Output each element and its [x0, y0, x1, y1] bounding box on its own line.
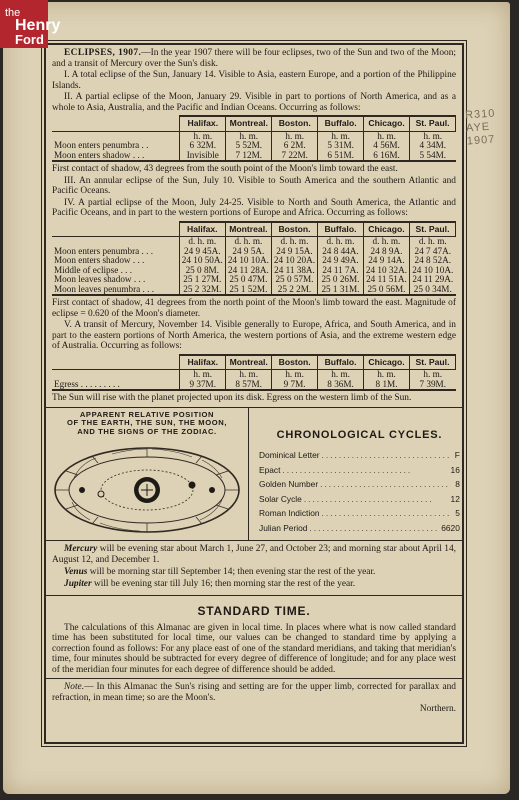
mercury-note: Mercury will be evening star about March 1, June 27, and October 23; and morning star about April 14, August 12, and December 1.	[52, 543, 456, 565]
standard-time-title: STANDARD TIME.	[197, 604, 311, 619]
first-contact-note-january: First contact of shadow, 43 degrees from the south point of the Moon's limb toward the east.	[52, 164, 398, 174]
henry-ford-logo[interactable]	[0, 0, 61, 48]
table-header-cell: Montreal.	[226, 355, 272, 370]
zodiac-diagram	[52, 438, 242, 534]
table-row: h. m. h. m. h. m. h. m. h. m. h. m.	[52, 131, 456, 141]
list-item: Julian Period .............................. 6620	[259, 522, 460, 533]
table-header-cell: St. Paul.	[410, 116, 456, 131]
list-item: Epact .............................. 16	[259, 464, 460, 475]
standard-time-body: The calculations of this Almanac are given in local time. In places where what is now called standard time has been substituted for local time, our values can be changed to standard time by applying a correction found as follows: For any place east of one of the standard meridians, and taking that meridian's time, four minutes should be subtracted for every degree of difference of longitude; and for any place west of the meridian four minutes for each degree of difference should be added.	[52, 622, 456, 675]
chronological-cycles-panel	[249, 408, 470, 540]
eclipse-item-5: V. A transit of Mercury, November 14. Visible generally to Europe, Africa, and South America, and in part to the eastern portions of North America, the western portions of Asia, and the extreme western edge of Australia. Occurring as follows:	[52, 320, 456, 351]
divider	[46, 678, 462, 679]
table-header-cell: Boston.	[272, 355, 318, 370]
table-header-cell: Montreal.	[225, 222, 271, 237]
zodiac-panel	[46, 408, 249, 540]
table-row: h. m. h. m. h. m. h. m. h. m. h. m.	[52, 370, 456, 380]
logo-line-1: the	[5, 7, 21, 19]
list-item: Solar Cycle .............................. 12	[259, 493, 460, 504]
table-row: Middle of eclipse . . . 25 0 8M. 24 11 28A. 24 11 38A. 24 11 7A. 24 10 32A. 24 10 10A.	[52, 266, 456, 276]
pencil-line-3: 1907	[466, 133, 496, 148]
logo-line-2: Henry	[15, 17, 61, 34]
pencil-line-2: AYE	[465, 120, 491, 135]
table-header-cell: St. Paul.	[410, 355, 456, 370]
jupiter-note: Jupiter will be evening star till July 16; then morning star the rest of the year.	[64, 579, 356, 590]
zodiac-and-cycles-section	[46, 407, 462, 541]
table-header-cell: Buffalo.	[318, 116, 364, 131]
table-row: Moon enters shadow . . . Invisible 7 12M. 7 22M. 6 51M. 6 16M. 5 54M.	[52, 151, 456, 162]
list-item: Dominical Letter .............................. F	[259, 450, 460, 460]
table-header-cell: Buffalo.	[318, 222, 364, 237]
logo-line-3: Ford	[15, 32, 44, 47]
table-row: Moon enters shadow . . . 24 10 50A. 24 10 10A. 24 10 20A. 24 9 49A. 24 9 14A. 24 8 52A.	[52, 256, 456, 266]
table-header-cell: Boston.	[271, 222, 317, 237]
eclipse-item-1: I. A total eclipse of the Sun, January 14. Visible to Asia, eastern Europe, and a portion of the Philippine Islands.	[52, 70, 456, 91]
eclipse-item-3: III. An annular eclipse of the Sun, July 10. Visible to South America and the southern Atlantic and Pacific Oceans.	[52, 175, 456, 196]
table-header-cell: Chicago.	[363, 222, 409, 237]
list-item: Roman Indiction .............................. 5	[259, 508, 460, 518]
venus-note: Venus will be morning star till September 14; then evening star the rest of the year.	[64, 566, 376, 577]
table-header-cell: Chicago.	[364, 116, 410, 131]
table-moon-eclipse-july	[52, 221, 456, 297]
table-row: Moon leaves shadow . . . 25 1 27M. 25 0 47M. 25 0 57M. 25 0 26M. 24 11 51A. 24 11 29A.	[52, 275, 456, 285]
list-item: Golden Number .............................. 8	[259, 479, 460, 489]
mercury-egress-note: The Sun will rise with the planet projected upon its disk. Egress on the western limb of the Sun.	[52, 393, 412, 403]
eclipse-item-2: II. A partial eclipse of the Moon, January 29. Visible in part to portions of North America, and as a whole to Asia, Australia, and the Pacific and Indian Oceans. Occurring as follows:	[52, 92, 456, 113]
page-content	[52, 48, 460, 715]
table-moon-eclipse-january	[52, 115, 456, 162]
table-header-cell: Halifax.	[180, 355, 226, 370]
table-header-cell: Boston.	[272, 116, 318, 131]
table-header-cell: St. Paul.	[410, 222, 456, 237]
table-row: Moon enters penumbra . . 6 32M. 5 52M. 6 2M. 5 31M. 4 56M. 4 34M.	[52, 141, 456, 151]
table-header-cell: Montreal.	[226, 116, 272, 131]
cycles-title: CHRONOLOGICAL CYCLES.	[276, 428, 443, 441]
pencil-line-1: R310	[464, 107, 496, 122]
eclipses-heading: ECLIPSES, 1907.	[64, 48, 142, 58]
almanac-note: Note.— In this Almanac the Sun's rising and setting are for the upper limb, corrected for parallax and refraction, in mean time; so are the Moon's.	[52, 682, 456, 703]
table-mercury-transit	[52, 354, 456, 392]
pencil-annotation	[465, 107, 512, 149]
table-row: d. h. m. d. h. m. d. h. m. d. h. m. d. h. m. d. h. m.	[52, 237, 456, 247]
eclipse-item-4: IV. A partial eclipse of the Moon, July 24-25. Visible to North and South America, the Atlantic and Pacific Oceans, and in part to the western portions of Europe and Africa. Occurring as follows:	[52, 197, 456, 218]
table-row: Moon enters penumbra . . . 24 9 45A. 24 9 5A. 24 9 15A. 24 8 44A. 24 8 9A. 24 7 47A.	[52, 247, 456, 257]
table-header-cell: Chicago.	[364, 355, 410, 370]
zodiac-title: APPARENT RELATIVE POSITION OF THE EARTH, THE SUN, THE MOON, AND THE SIGNS OF THE ZODIAC.	[66, 409, 228, 436]
planets-section	[46, 541, 462, 597]
table-row: Moon leaves penumbra . . . 25 2 32M. 25 1 52M. 25 2 2M. 25 1 31M. 25 0 56M. 25 0 34M.	[52, 285, 456, 296]
eclipses-intro: ECLIPSES, 1907.—In the year 1907 there will be four eclipses, two of the Sun and two of the Moon; and a transit of Mercury over the Sun's disk.	[52, 48, 456, 69]
table-row: Egress . . . . . . . . . 9 37M. 8 57M. 9 7M. 8 36M. 8 1M. 7 39M.	[52, 380, 456, 391]
table-header-cell: Halifax.	[180, 116, 226, 131]
northern-label: Northern.	[419, 704, 456, 715]
table-header-cell: Buffalo.	[318, 355, 364, 370]
table-header-cell: Halifax.	[179, 222, 225, 237]
first-contact-note-july: First contact of shadow, 41 degrees from the north point of the Moon's limb toward the east. Magnitude of eclipse = 0.620 of the Moon's diameter.	[52, 298, 456, 319]
